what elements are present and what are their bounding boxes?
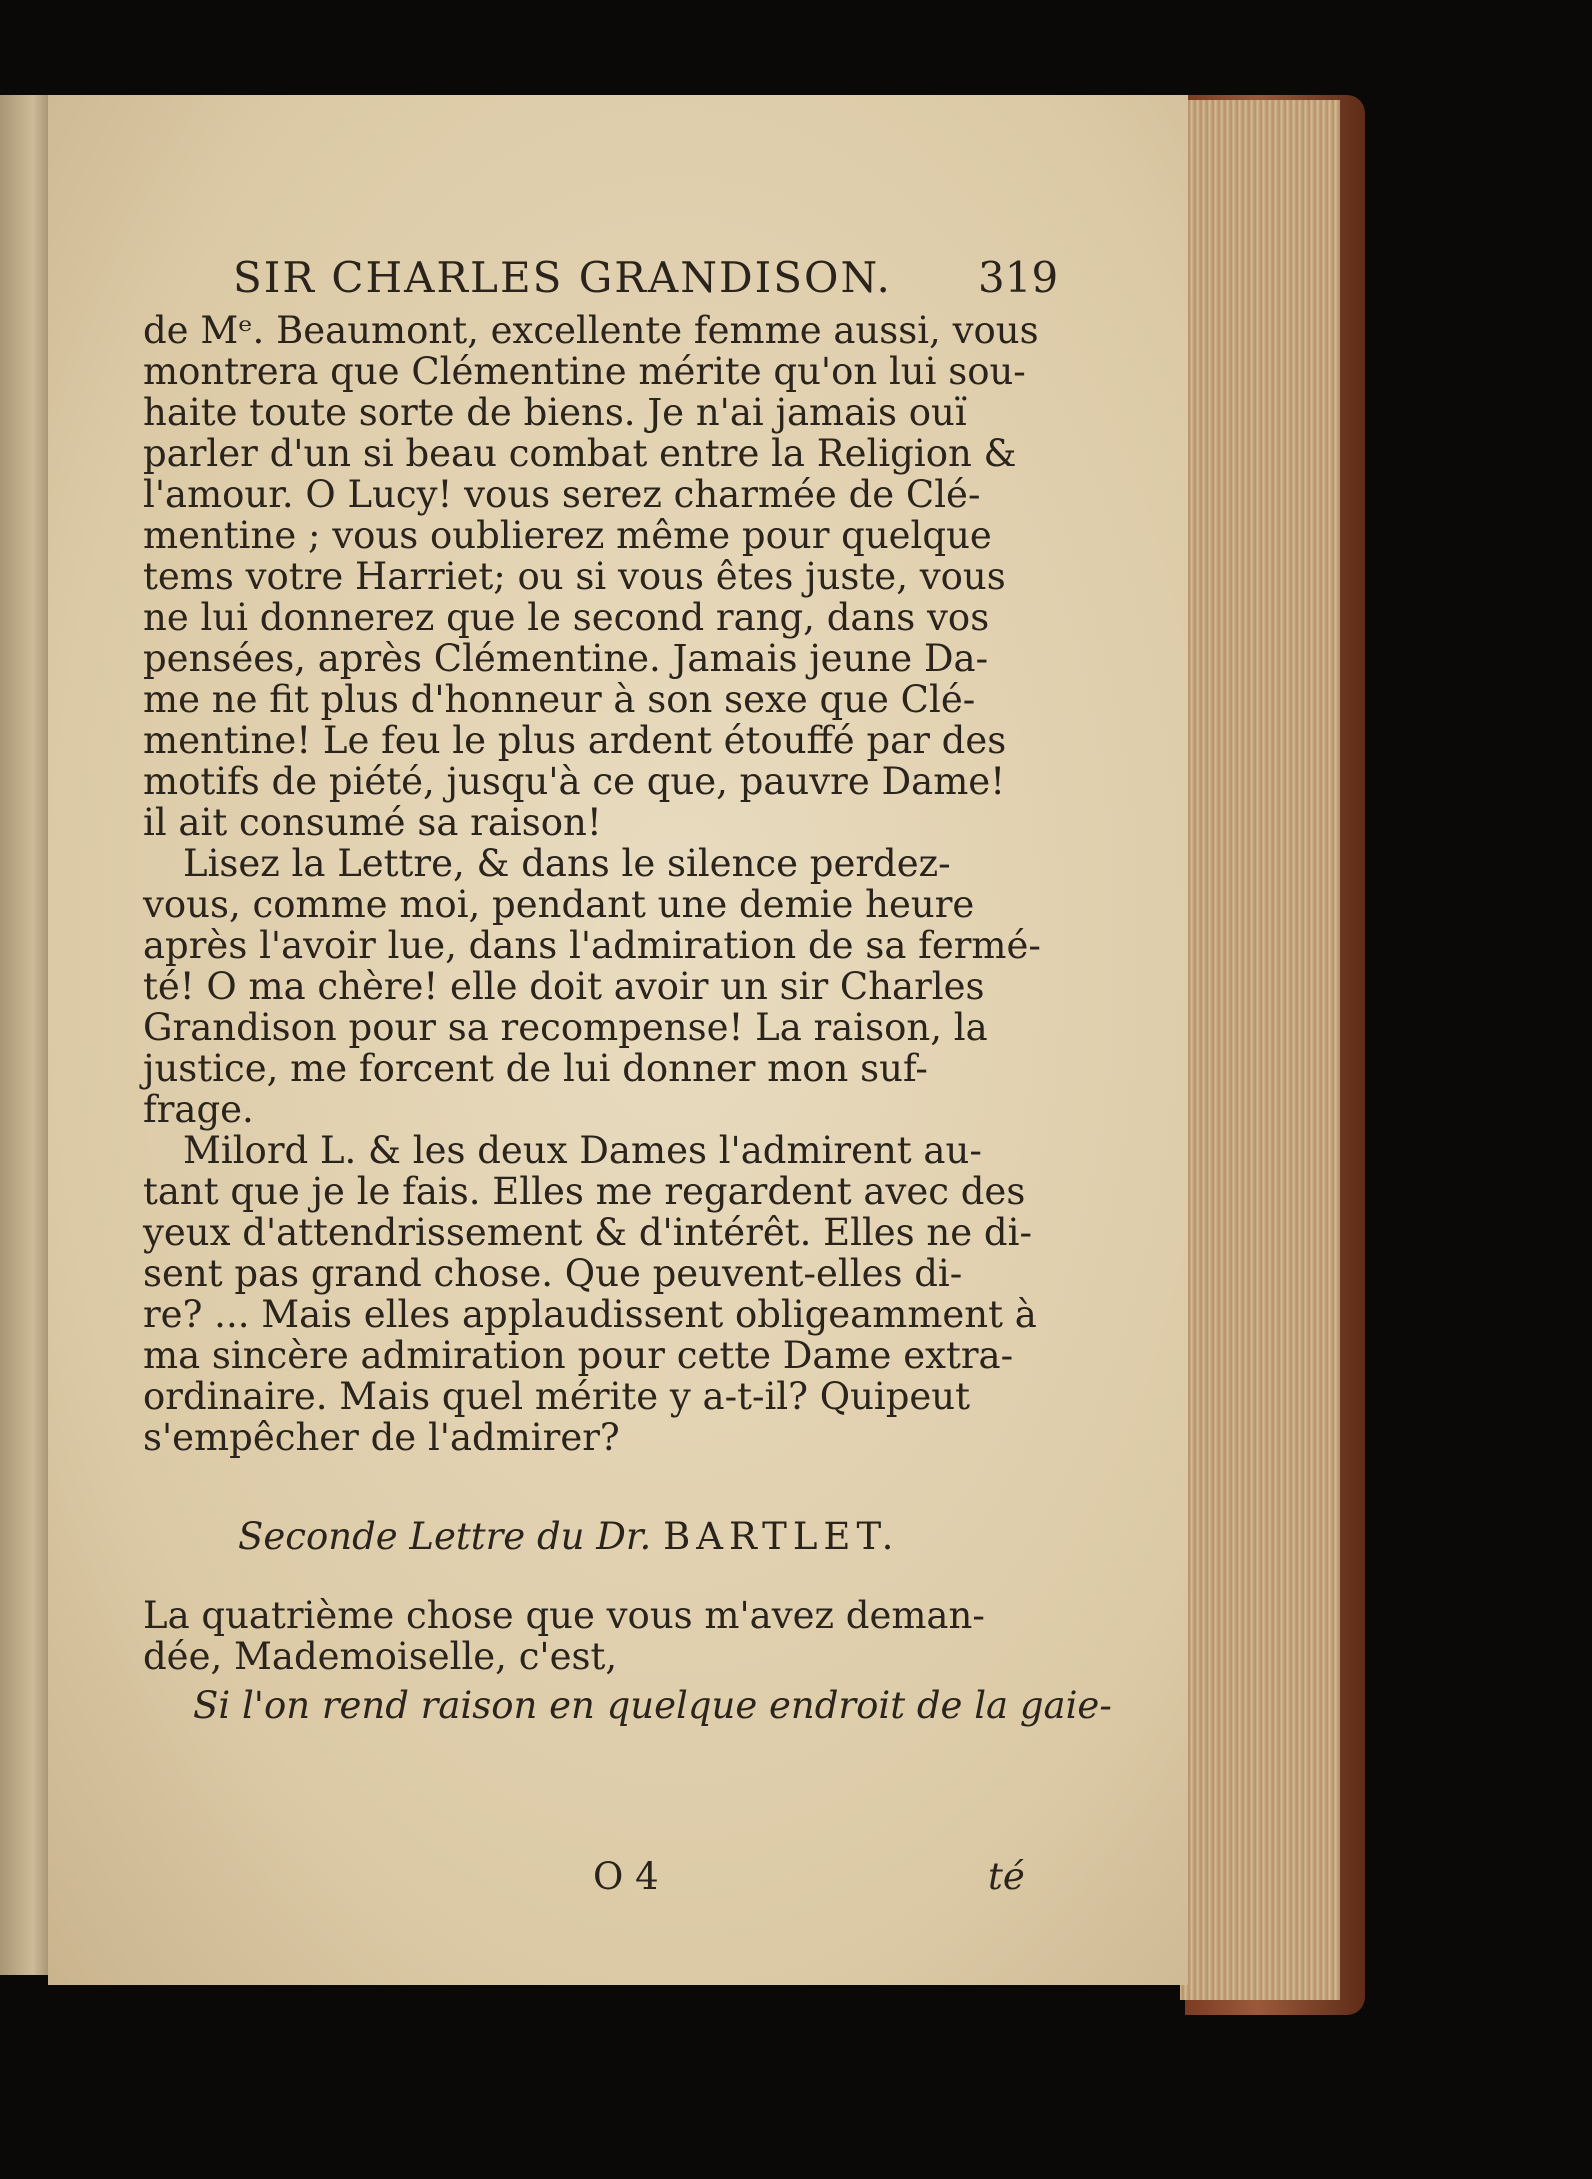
text-line: frage.: [143, 1088, 254, 1131]
text-line: mentine ; vous oublierez même pour quelque: [143, 514, 992, 557]
text-line: après l'avoir lue, dans l'admiration de sa fermé-: [143, 924, 1041, 967]
text-line: haite toute sorte de biens. Je n'ai jamais ouï: [143, 391, 967, 434]
text-line: justice, me forcent de lui donner mon suf-: [143, 1047, 928, 1090]
text-line: il ait consumé sa raison!: [143, 801, 602, 844]
page-edges: [1180, 100, 1340, 2000]
text-line: montrera que Clémentine mérite qu'on lui sou-: [143, 350, 1026, 393]
second-line-1: La quatrième chose que vous m'avez deman-: [143, 1594, 985, 1637]
text-line: tant que je le fais. Elles me regardent avec des: [143, 1170, 1026, 1213]
text-line: re? ... Mais elles applaudissent obligeamment à: [143, 1293, 1037, 1336]
text-line: motifs de piété, jusqu'à ce que, pauvre Dame!: [143, 760, 1006, 803]
text-line: Grandison pour sa recompense! La raison, la: [143, 1006, 988, 1049]
book-page: [48, 95, 1188, 1985]
second-line-2: dée, Mademoiselle, c'est,: [143, 1635, 618, 1678]
text-line: de Mᵉ. Beaumont, excellente femme aussi, vous: [143, 309, 1039, 352]
text-line: l'amour. O Lucy! vous serez charmée de Clé-: [143, 473, 981, 516]
text-line: Lisez la Lettre, & dans le silence perdez-: [183, 842, 951, 885]
text-line: ne lui donnerez que le second rang, dans vos: [143, 596, 990, 639]
signature-mark: O 4: [593, 1855, 659, 1898]
text-line: s'empêcher de l'admirer?: [143, 1416, 620, 1459]
text-line: té! O ma chère! elle doit avoir un sir Charles: [143, 965, 985, 1008]
text-line: Milord L. & les deux Dames l'admirent au-: [183, 1129, 982, 1172]
page-number: 319: [978, 253, 1059, 302]
text-line: sent pas grand chose. Que peuvent-elles di-: [143, 1252, 963, 1295]
section-title-italic: Seconde Lettre du Dr.: [238, 1515, 652, 1558]
text-line: ordinaire. Mais quel mérite y a-t-il? Quipeut: [143, 1375, 971, 1418]
text-line: yeux d'attendrissement & d'intérêt. Elles ne di-: [143, 1211, 1032, 1254]
text-line: mentine! Le feu le plus ardent étouffé par des: [143, 719, 1007, 762]
text-line: vous, comme moi, pendant une demie heure: [143, 883, 975, 926]
text-line: pensées, après Clémentine. Jamais jeune Da-: [143, 637, 989, 680]
running-header: SIR CHARLES GRANDISON.: [233, 253, 892, 302]
page-text: [48, 95, 1188, 1985]
text-line: ma sincère admiration pour cette Dame extra-: [143, 1334, 1014, 1377]
text-line: me ne fit plus d'honneur à son sexe que Clé-: [143, 678, 976, 721]
catchword: té: [988, 1855, 1025, 1898]
section-title-caps: BARTLET.: [663, 1515, 900, 1558]
text-line: parler d'un si beau combat entre la Religion &: [143, 432, 1017, 475]
section-title: [238, 1515, 899, 1558]
text-line: tems votre Harriet; ou si vous êtes juste, vous: [143, 555, 1006, 598]
italic-line: Si l'on rend raison en quelque endroit de la gaie-: [193, 1684, 1112, 1727]
